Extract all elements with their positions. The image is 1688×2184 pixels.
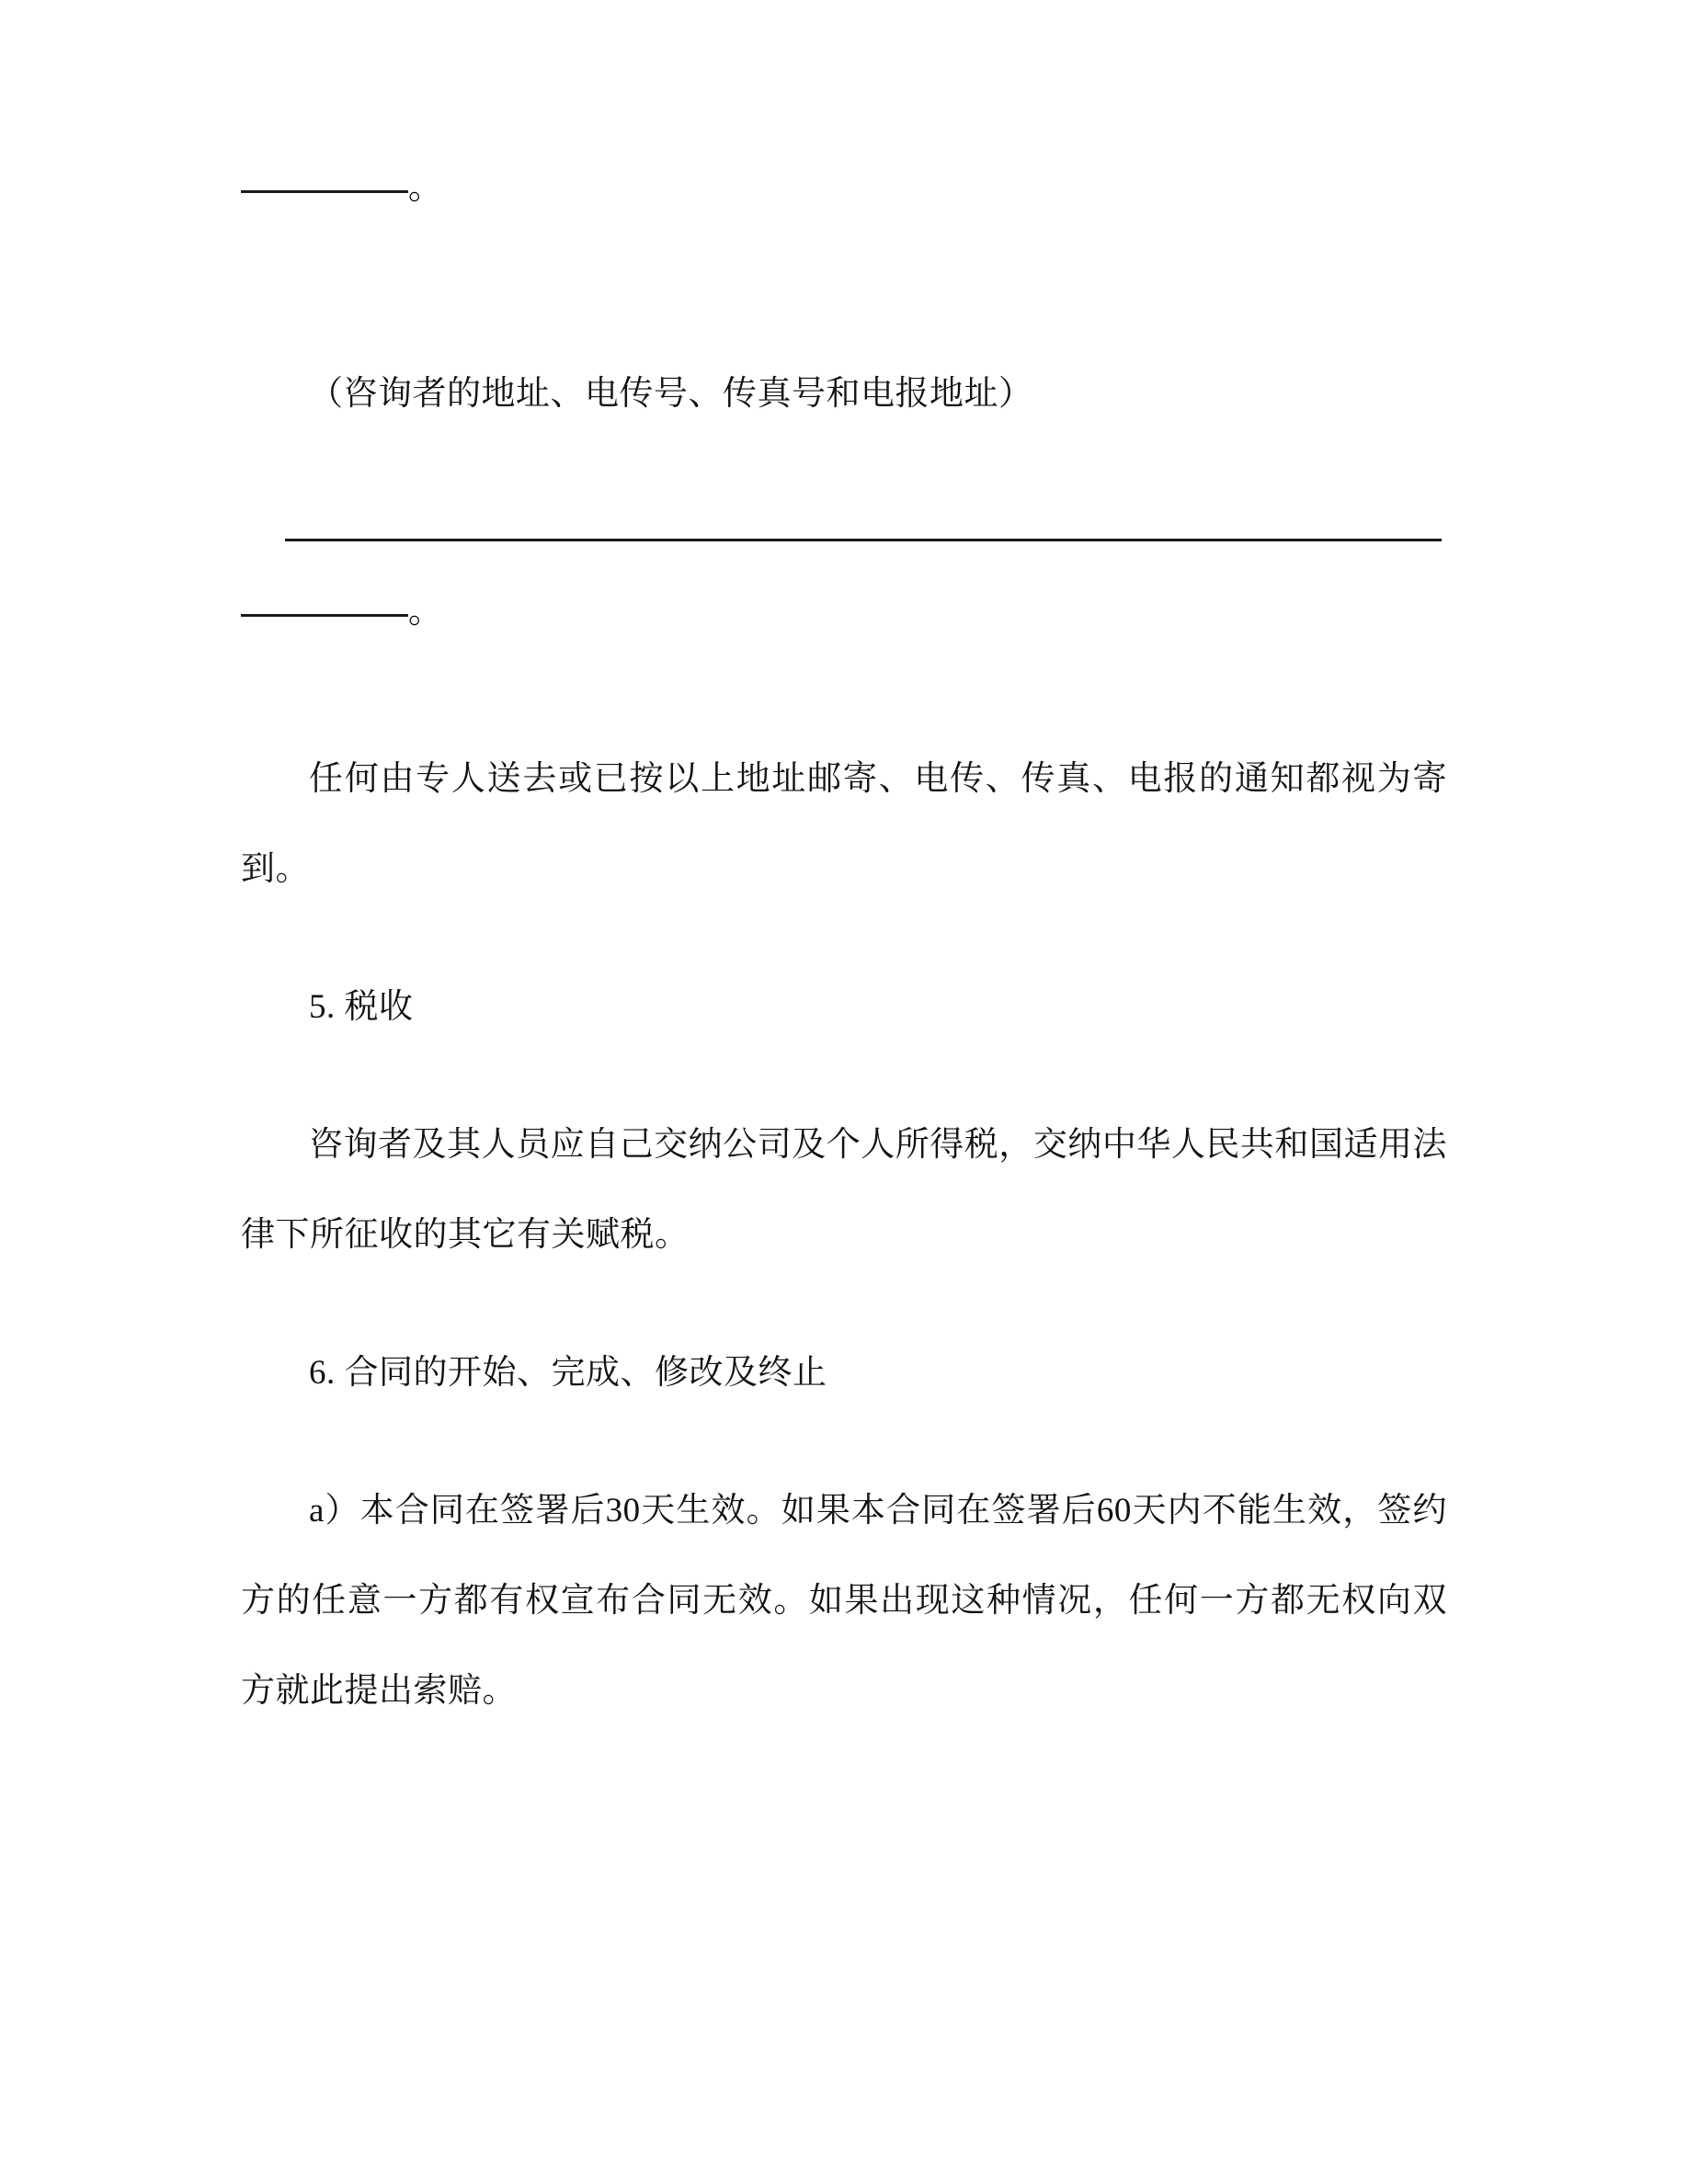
clause-a-paragraph: a）本合同在签署后30天生效。如果本合同在签署后60天内不能生效，签约方的任意一方都有权宣布合同无效。如果出现这种情况，任何一方都无权向双方就此提出索赔。 bbox=[241, 1492, 1447, 1710]
spacer bbox=[241, 635, 1447, 734]
spacer bbox=[241, 439, 1447, 539]
spacer bbox=[241, 211, 1447, 349]
section-heading-tax: 5. 税收 bbox=[309, 988, 414, 1026]
spacer bbox=[241, 541, 1447, 589]
consultant-address-note: （咨询者的地址、电传号、传真号和电报地址） bbox=[309, 375, 1033, 413]
spacer bbox=[241, 1418, 1447, 1466]
fill-in-blank-line-1 bbox=[241, 165, 1447, 211]
blank-line-1-punctuation: 。 bbox=[408, 169, 442, 207]
document-body bbox=[241, 0, 1447, 1736]
blank-underline bbox=[241, 190, 408, 193]
fill-in-blank-line-2 bbox=[241, 589, 1447, 635]
blank-underline bbox=[241, 614, 408, 617]
spacer bbox=[241, 1280, 1447, 1328]
section-heading-contract-lifecycle: 6. 合同的开始、完成、修改及终止 bbox=[309, 1354, 827, 1392]
spacer bbox=[241, 1052, 1447, 1100]
notice-delivery-paragraph: 任何由专人送去或已按以上地址邮寄、电传、传真、电报的通知都视为寄到。 bbox=[241, 760, 1447, 888]
blank-line-2-punctuation: 。 bbox=[408, 593, 442, 631]
tax-body-paragraph: 咨询者及其人员应自己交纳公司及个人所得税，交纳中华人民共和国适用法律下所征收的其它有关赋税。 bbox=[241, 1126, 1447, 1254]
spacer bbox=[241, 915, 1447, 962]
